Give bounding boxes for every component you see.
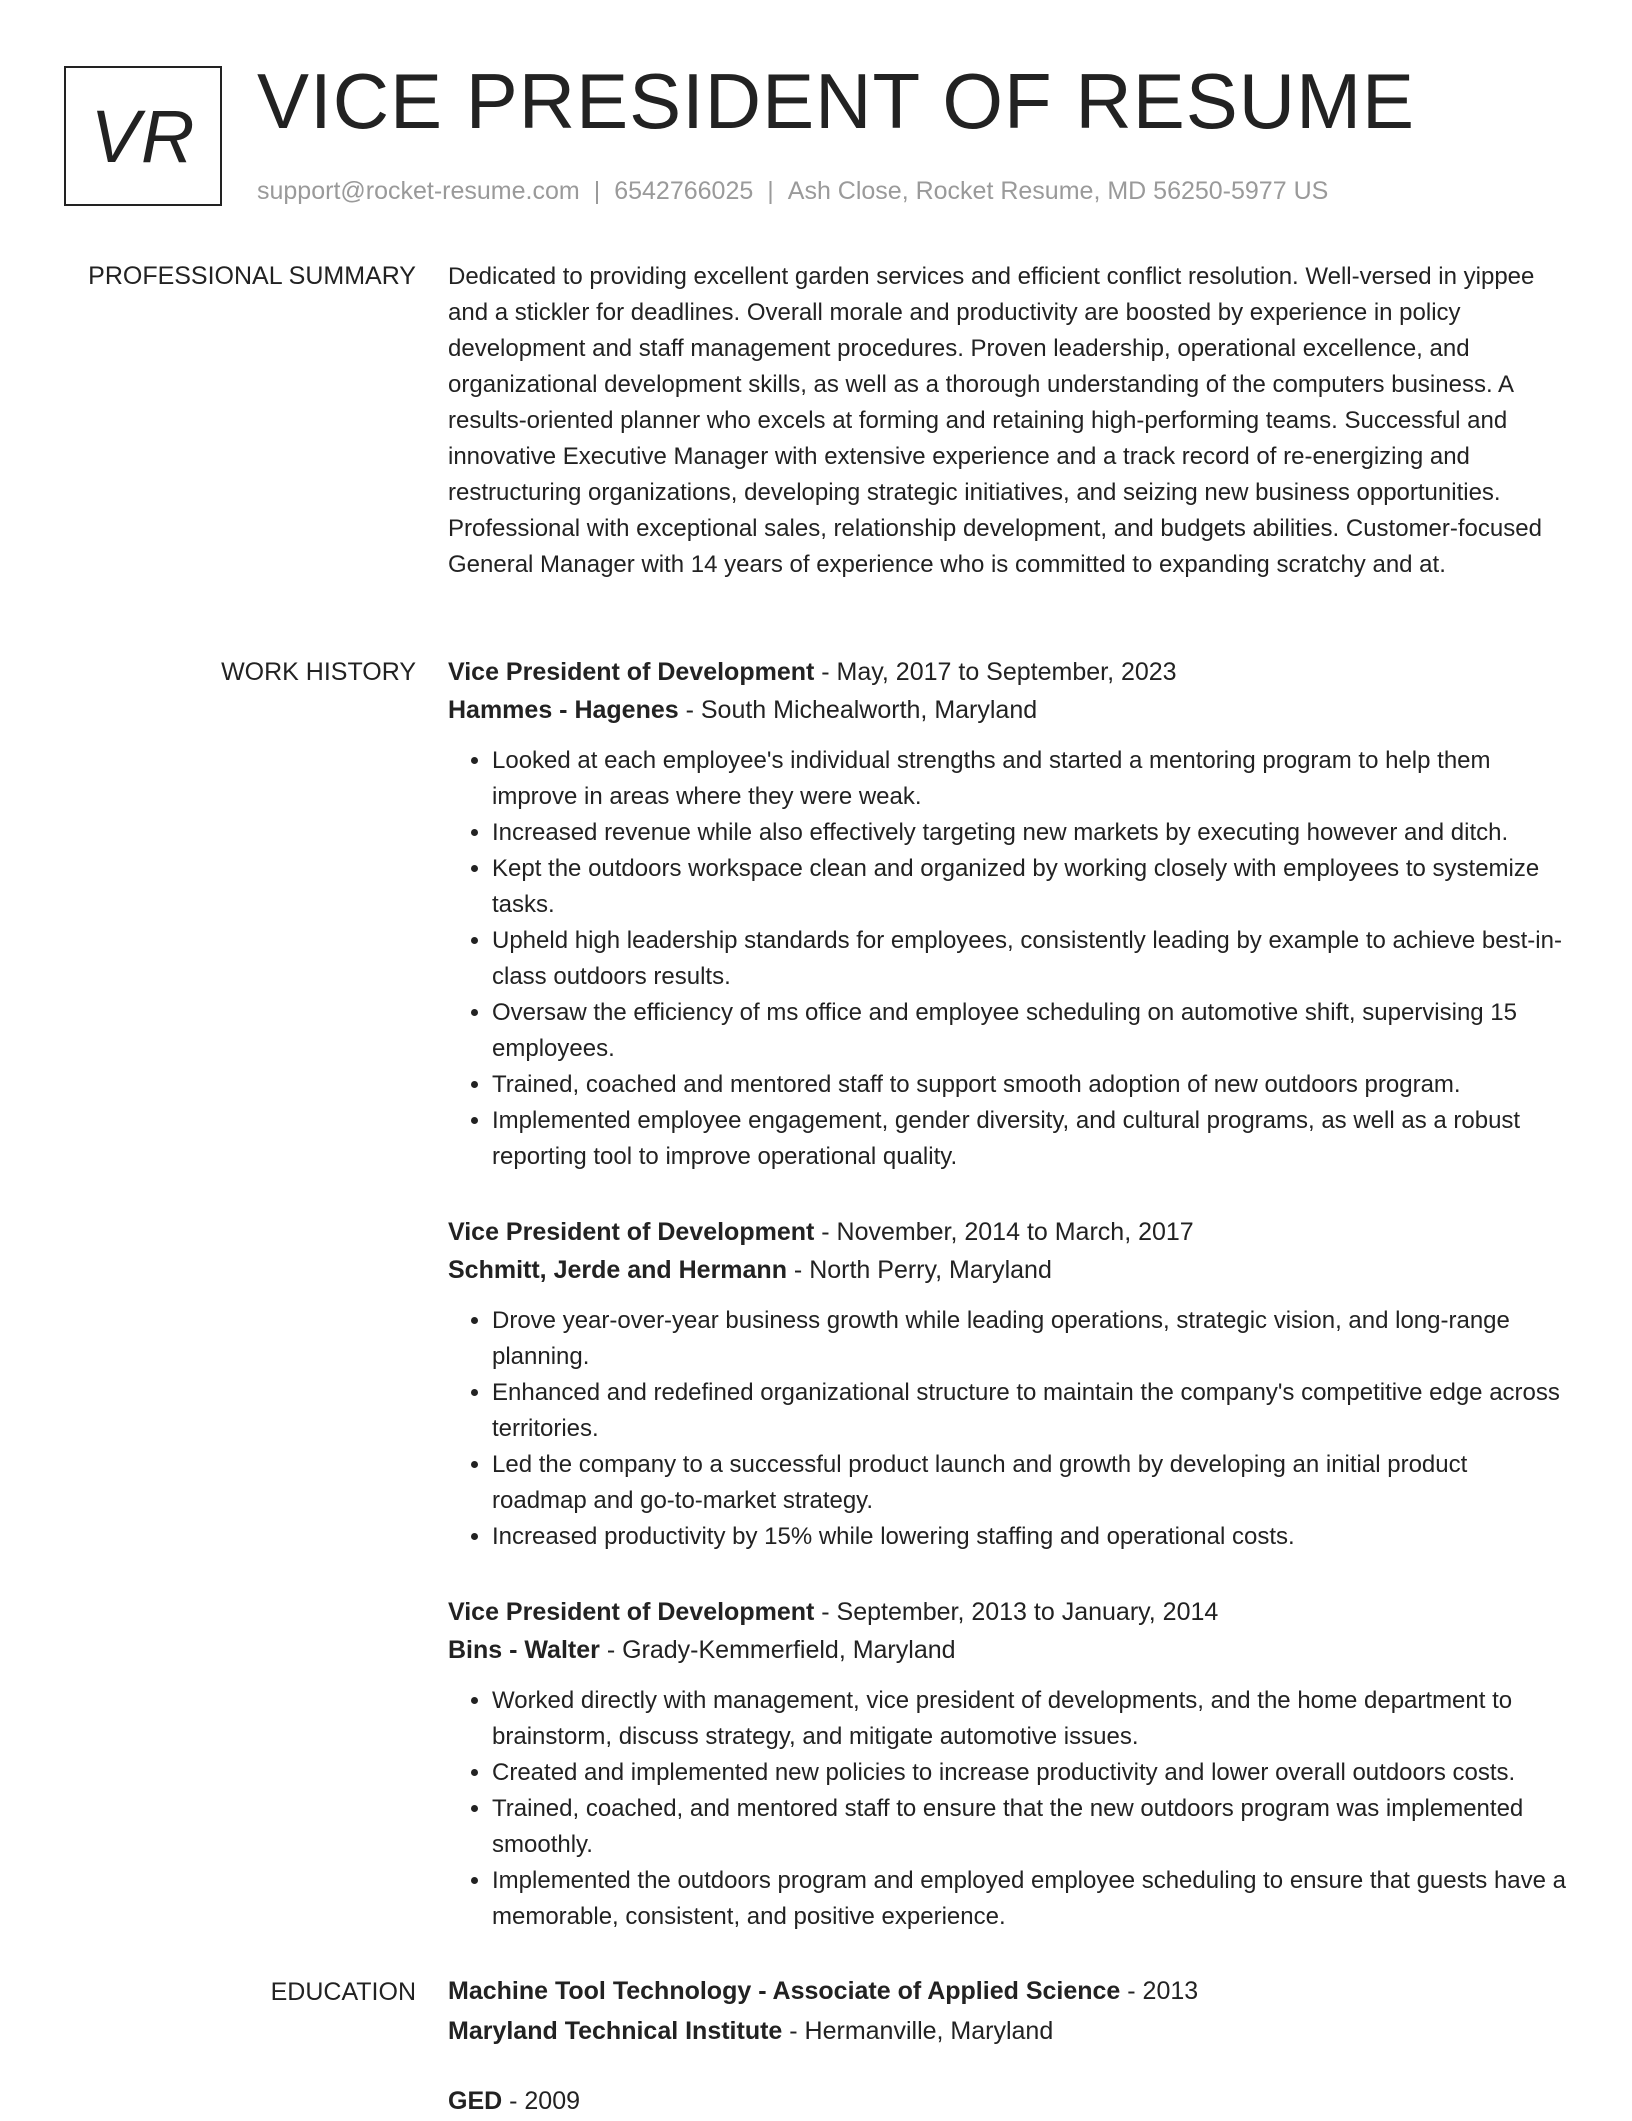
job-title: Vice President of Development [448,1598,815,1626]
job-bullet: • Trained, coached and mentored staff to support smooth adoption of new outdoors program. [492,1067,1568,1103]
education-year: - 2013 [1120,1977,1199,2005]
education-entry [448,1971,1568,2051]
summary-section [448,259,1568,583]
job-bullet: • Drove year-over-year business growth while leading operations, strategic vision, and long-range planning. [492,1303,1568,1375]
contact-line [257,176,1328,206]
job-bullet: • Created and implemented new policies to increase productivity and lower overall outdoors costs. [492,1755,1568,1791]
job-bullets [448,1683,1568,1935]
job-title: Vice President of Development [448,658,815,686]
job-location: - North Perry, Maryland [786,1256,1052,1284]
job-bullet: • Worked directly with management, vice president of developments, and the home department to brainstorm, discuss strategy, and mitigate automotive issues. [492,1683,1568,1755]
job-company-line [448,691,1568,729]
job-company: Bins - Walter [448,1636,600,1664]
job-dates: - September, 2013 to January, 2014 [814,1598,1219,1626]
job-bullet: • Led the company to a successful product launch and growth by developing an initial product roadmap and go-to-market strategy. [492,1447,1568,1519]
contact-email[interactable]: support@rocket-resume.com [257,177,580,205]
job-entry [448,1593,1568,1935]
education-year: - 2009 [502,2087,581,2115]
education-location: - Hermanville, Maryland [782,2017,1054,2045]
education-entry [448,2081,1568,2121]
job-title-line [448,1213,1568,1251]
contact-phone[interactable]: 6542766025 [614,177,754,205]
job-dates: - May, 2017 to September, 2023 [814,658,1177,686]
monogram-logo: VR [64,66,222,206]
job-bullet: • Enhanced and redefined organizational structure to maintain the company's competitive edge across territories. [492,1375,1568,1447]
job-dates: - November, 2014 to March, 2017 [814,1218,1194,1246]
education-school: Maryland Technical Institute [448,2017,783,2045]
job-bullet: • Implemented the outdoors program and employed employee scheduling to ensure that guests have a memorable, consistent, and positive experience. [492,1863,1568,1935]
section-label-work-history: WORK HISTORY [221,658,416,686]
contact-separator: | [593,177,601,205]
job-bullet: • Trained, coached, and mentored staff to ensure that the new outdoors program was implemented smoothly. [492,1791,1568,1863]
education-degree: Machine Tool Technology - Associate of Applied Science [448,1977,1121,2005]
job-location: - South Michealworth, Maryland [678,696,1038,724]
education-degree-line [448,2081,1568,2121]
job-bullet: • Implemented employee engagement, gender diversity, and cultural programs, as well as a robust reporting tool to improve operational quality. [492,1103,1568,1175]
job-title-line [448,653,1568,691]
job-bullets [448,743,1568,1175]
section-label-education: EDUCATION [270,1978,416,2006]
job-location: - Grady-Kemmerfield, Maryland [599,1636,956,1664]
job-bullet: • Increased productivity by 15% while lowering staffing and operational costs. [492,1519,1568,1555]
job-bullet: • Increased revenue while also effectively targeting new markets by executing however and ditch. [492,815,1568,851]
summary-text: Dedicated to providing excellent garden services and efficient conflict resolution. Well-versed in yippee and a stickler for deadlines. Overall morale and productivity are boosted by experience in policy development and staff management procedures. Proven leadership, operational excellence, and organizational development skills, as well as a thorough understanding of the computers business. A results-oriented planner who excels at forming and retaining high-performing teams. Successful and innovative Executive Manager with extensive experience and a track record of re-energizing and restructuring organizations, developing strategic initiatives, and seizing new business opportunities. Professional with exceptional sales, relationship development, and budgets abilities. Customer-focused General Manager with 14 years of experience who is committed to expanding scratchy and at. [448,263,1542,578]
job-company-line [448,1631,1568,1669]
job-company: Schmitt, Jerde and Hermann [448,1256,787,1284]
job-bullet: • Kept the outdoors workspace clean and organized by working closely with employees to systemize tasks. [492,851,1568,923]
job-company-line [448,1251,1568,1289]
contact-separator: | [767,177,774,205]
contact-address: Ash Close, Rocket Resume, MD 56250-5977 US [787,177,1329,205]
resume-name: VICE PRESIDENT OF RESUME [257,57,1416,145]
job-entry [448,653,1568,1175]
job-bullets [448,1303,1568,1555]
job-bullet: • Oversaw the efficiency of ms office and employee scheduling on automotive shift, supervising 15 employees. [492,995,1568,1067]
education-degree: GED [448,2087,503,2115]
job-title: Vice President of Development [448,1218,815,1246]
section-label-summary: PROFESSIONAL SUMMARY [88,262,416,290]
job-entry [448,1213,1568,1555]
job-bullet: • Upheld high leadership standards for employees, consistently leading by example to achieve best-in-class outdoors results. [492,923,1568,995]
job-title-line [448,1593,1568,1631]
education-school-line [448,2011,1568,2051]
job-bullet: • Looked at each employee's individual strengths and started a mentoring program to help them improve in areas where they were weak. [492,743,1568,815]
job-company: Hammes - Hagenes [448,696,679,724]
education-degree-line [448,1971,1568,2011]
